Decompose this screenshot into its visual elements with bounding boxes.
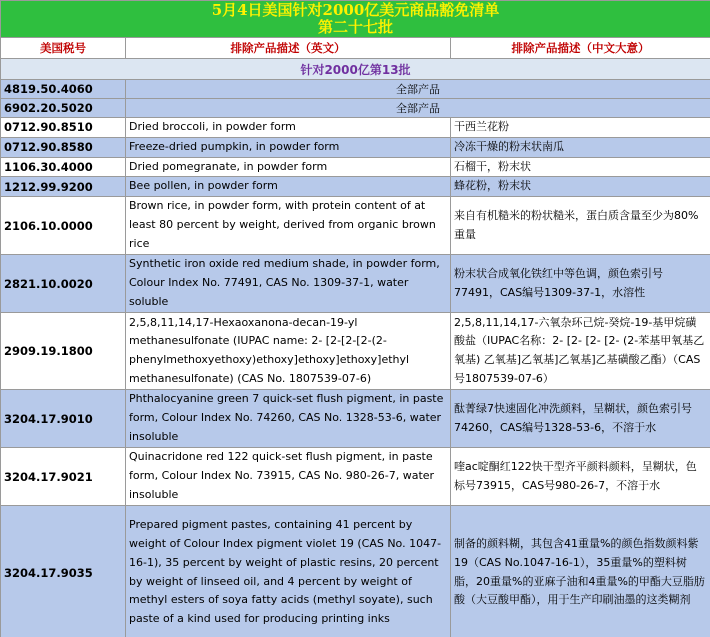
tariff-code: 3204.17.9010 bbox=[1, 390, 126, 448]
description-zh: 酞菁绿7快速固化冲洗颜料，呈糊状，颜色索引号74260，CAS编号1328-53-6，不溶于水 bbox=[451, 390, 710, 448]
table-row bbox=[1, 137, 710, 157]
header-zh: 排除产品描述（中文大意） bbox=[451, 38, 710, 59]
description-zh: 粉末状合成氧化铁红中等色调，颜色索引号77491，CAS编号1309-37-1，水溶性 bbox=[451, 255, 710, 313]
section-row bbox=[1, 59, 710, 80]
description-zh: 冷冻干燥的粉末状南瓜 bbox=[451, 137, 710, 157]
description-zh: 喹ac啶酮红122快干型齐平颜料颜料，呈糊状，色标号73915，CAS号980-26-7，不溶于水 bbox=[451, 448, 710, 506]
description-zh: 石榴干，粉末状 bbox=[451, 157, 710, 177]
table-row bbox=[1, 255, 710, 313]
table-row bbox=[1, 157, 710, 177]
full-product-cell: 全部产品 bbox=[126, 99, 710, 118]
full-product-cell: 全部产品 bbox=[126, 80, 710, 99]
table-row bbox=[1, 448, 710, 506]
description-zh: 干西兰花粉 bbox=[451, 118, 710, 138]
description-en: Quinacridone red 122 quick-set flush pigment, in paste form, Colour Index No. 73915, CAS No. 980-26-7, water insoluble bbox=[126, 448, 451, 506]
tariff-code: 6902.20.5020 bbox=[1, 99, 126, 118]
table-row bbox=[1, 99, 710, 118]
description-en: Dried pomegranate, in powder form bbox=[126, 157, 451, 177]
tariff-code: 0712.90.8580 bbox=[1, 137, 126, 157]
description-en: Phthalocyanine green 7 quick-set flush pigment, in paste form, Colour Index No. 74260, CAS No. 1328-53-6, water insoluble bbox=[126, 390, 451, 448]
description-en: Prepared pigment pastes, containing 41 percent by weight of Colour Index pigment violet 19 (CAS No. 1047-16-1), 35 percent by weight of plastic resins, 20 percent by weight of linseed oil, and 4 percent by weight of methyl esters of soya fatty acids (methyl soyate), such paste of a kind used for producing printing inks bbox=[126, 506, 451, 637]
description-zh: 蜂花粉，粉末状 bbox=[451, 177, 710, 197]
tariff-code: 0712.90.8510 bbox=[1, 118, 126, 138]
description-en: 2,5,8,11,14,17-Hexaoxanona-decan-19-yl methanesulfonate (IUPAC name: 2- [2-[2-[2-(2-phenylmethoxyethoxy)ethoxy]ethoxy]ethoxy]ethyl methanesulfonate) (CAS No. 1807539-07-6) bbox=[126, 313, 451, 390]
table-row bbox=[1, 177, 710, 197]
description-zh: 2,5,8,11,14,17-六氧杂环己烷-癸烷-19-基甲烷磺酸盐（IUPAC名称：2- [2- [2- [2- (2-苯基甲氧基乙氧基) 乙氧基]乙氧基]乙氧基]乙基磺酸乙酯）（CAS号1807539-07-6） bbox=[451, 313, 710, 390]
description-en: Dried broccoli, in powder form bbox=[126, 118, 451, 138]
tariff-code: 1212.99.9200 bbox=[1, 177, 126, 197]
tariff-code: 3204.17.9035 bbox=[1, 506, 126, 637]
table-row bbox=[1, 390, 710, 448]
header-code: 美国税号 bbox=[1, 38, 126, 59]
description-en: Bee pollen, in powder form bbox=[126, 177, 451, 197]
section-title: 针对2000亿第13批 bbox=[1, 59, 710, 80]
tariff-code: 2821.10.0020 bbox=[1, 255, 126, 313]
tariff-code: 3204.17.9021 bbox=[1, 448, 126, 506]
table-row bbox=[1, 313, 710, 390]
tariff-code: 4819.50.4060 bbox=[1, 80, 126, 99]
description-en: Brown rice, in powder form, with protein content of at least 80 percent by weight, derived from organic brown rice bbox=[126, 197, 451, 255]
header-en: 排除产品描述（英文） bbox=[126, 38, 451, 59]
description-en: Freeze-dried pumpkin, in powder form bbox=[126, 137, 451, 157]
tariff-code: 1106.30.4000 bbox=[1, 157, 126, 177]
tariff-code: 2909.19.1800 bbox=[1, 313, 126, 390]
header-row bbox=[1, 38, 710, 59]
title-row bbox=[1, 1, 710, 38]
table-row bbox=[1, 197, 710, 255]
tariff-code: 2106.10.0000 bbox=[1, 197, 126, 255]
description-zh: 来自有机糙米的粉状糙米，蛋白质含量至少为80%重量 bbox=[451, 197, 710, 255]
title-line-2: 第二十七批 bbox=[318, 18, 394, 36]
description-en: Synthetic iron oxide red medium shade, in powder form, Colour Index No. 77491, CAS No. 1309-37-1, water soluble bbox=[126, 255, 451, 313]
title-cell bbox=[1, 1, 710, 38]
table-row bbox=[1, 506, 710, 637]
table-row bbox=[1, 118, 710, 138]
title-line-1: 5月4日美国针对2000亿美元商品豁免清单 bbox=[211, 1, 500, 19]
table-row bbox=[1, 80, 710, 99]
description-zh: 制备的颜料糊，其包含41重量%的颜色指数颜料紫19（CAS No.1047-16-1），35重量%的塑料树脂，20重量%的亚麻子油和4重量%的甲酯大豆脂肪酸（大豆酸甲酯），用于生产印刷油墨的这类糊剂 bbox=[451, 506, 710, 637]
